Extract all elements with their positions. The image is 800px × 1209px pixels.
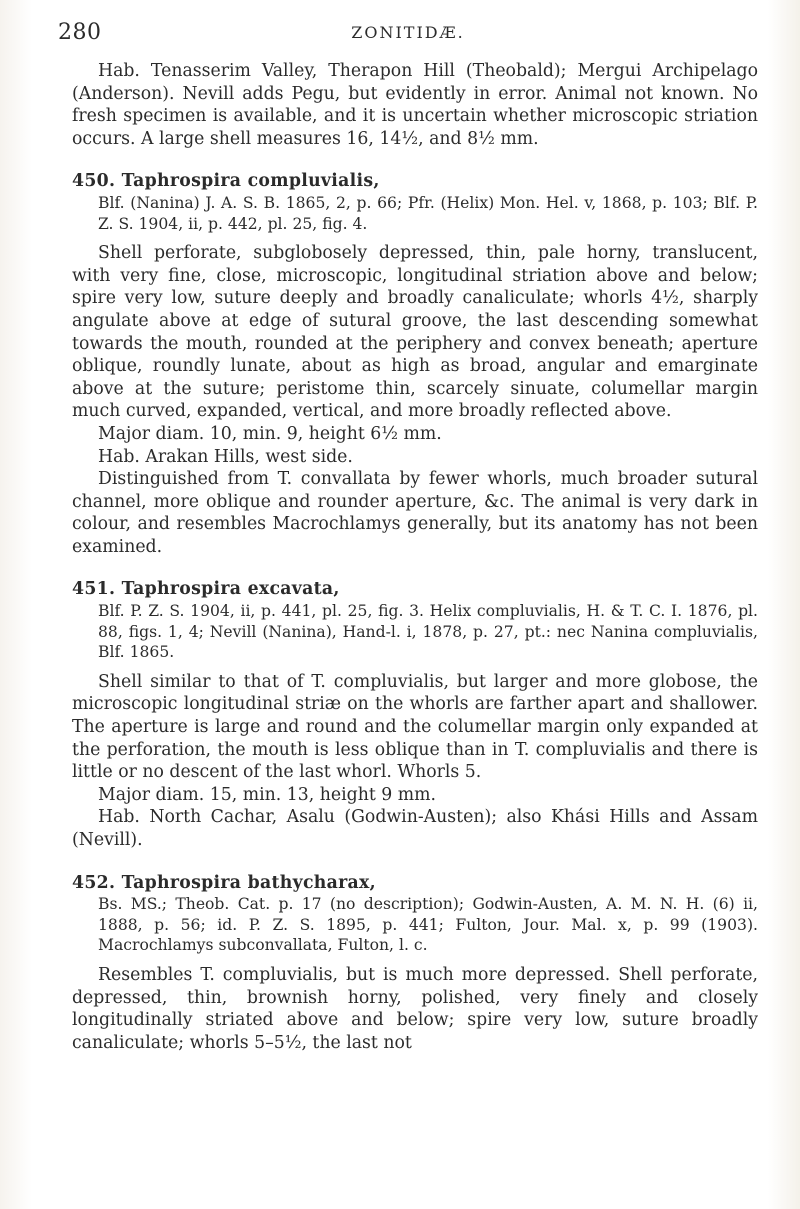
page-header — [58, 20, 758, 50]
page-body — [72, 60, 758, 1054]
species-name-452: 452. Taphrospira bathycharax, — [72, 872, 376, 893]
species-entry-450-habitat: Hab. Arakan Hills, west side. — [98, 446, 353, 467]
species-name-451: 451. Taphrospira excavata, — [72, 579, 340, 600]
species-entry-452-heading — [72, 872, 758, 895]
species-name-450: 450. Taphrospira compluvialis, — [72, 171, 380, 192]
page-number: 280 — [58, 20, 102, 45]
species-entry-450-notes: Distinguished from T. convallata by fewer whorls, much broader sutural channel, more oblique and rounder aperture, &c. The animal is very dark in colour, and resembles Macrochlamys generally, but its anatomy has not been examined. — [72, 469, 758, 557]
running-head: ZONITIDÆ. — [351, 23, 465, 42]
species-entry-451-description: Shell similar to that of T. compluvialis, but larger and more globose, the microscopic longitudinal striæ on the whorls are farther apart and shallower. The aperture is large and round and the columellar margin only expanded at the perforation, the mouth is less oblique than in T. compluvialis and there is little or no descent of the last whorl. Whorls 5. — [72, 671, 758, 783]
species-entry-452-references: Bs. MS.; Theob. Cat. p. 17 (no description); Godwin-Austen, A. M. N. H. (6) ii, 1888, p. 56; id. P. Z. S. 1895, p. 441; Fulton, Jour. Mal. x, p. 99 (1903). Macrochlamys subconvallata, Fulton, l. c. — [98, 895, 758, 955]
species-entry-451-references: Blf. P. Z. S. 1904, ii, p. 441, pl. 25, fig. 3. Helix compluvialis, H. & T. C. I. 1876, pl. 88, figs. 1, 4; Nevill (Nanina), Hand-l. i, 1878, p. 27, pt.: nec Nanina compluvialis, Blf. 1865. — [98, 602, 758, 662]
species-entry-451-habitat: Hab. North Cachar, Asalu (Godwin-Austen); also Khási Hills and Assam (Nevill). — [72, 807, 758, 850]
species-entry-450-dimensions: Major diam. 10, min. 9, height 6½ mm. — [98, 423, 442, 444]
species-entry-452-description: Resembles T. compluvialis, but is much more depressed. Shell perforate, depressed, thin, brownish horny, polished, very finely and closely longitudinally striated above and below; spire very low, suture broadly canaliculate; whorls 5–5½, the last not — [72, 964, 758, 1053]
species-entry-450-description: Shell perforate, subglobosely depressed, thin, pale horny, translucent, with very fine, close, microscopic, longitudinal striation above and below; spire very low, suture deeply and broadly canaliculate; whorls 4½, sharply angulate above at edge of sutural groove, the last descending somewhat towards the mouth, rounded at the periphery and convex beneath; aperture oblique, roundly lunate, about as high as broad, angular and emarginate above at the suture; peristome thin, scarcely sinuate, columellar margin much curved, expanded, vertical, and more broadly reflected above. — [72, 243, 758, 422]
habitat-paragraph-continued: Hab. Tenasserim Valley, Therapon Hill (Theobald); Mergui Archipelago (Anderson). Nevill adds Pegu, but evidently in error. Animal not known. No fresh specimen is available, and it is uncertain whether microscopic striation occurs. A large shell measures 16, 14½, and 8½ mm. — [72, 61, 758, 149]
species-entry-451-heading — [72, 578, 758, 601]
species-entry-451-dimensions: Major diam. 15, min. 13, height 9 mm. — [98, 784, 437, 805]
species-entry-450-references: Blf. (Nanina) J. A. S. B. 1865, 2, p. 66; Pfr. (Helix) Mon. Hel. v, 1868, p. 103; Blf. P. Z. S. 1904, ii, p. 442, pl. 25, fig. 4. — [98, 193, 758, 233]
species-entry-450-heading — [72, 170, 758, 193]
